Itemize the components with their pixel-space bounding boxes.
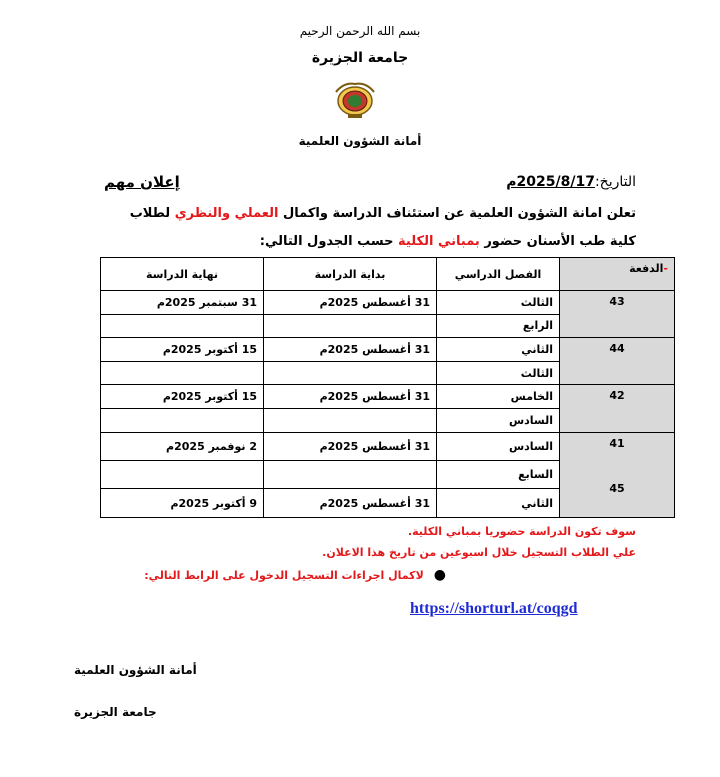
university-logo [332,80,378,120]
announcement-line-2 [76,234,636,249]
semester-cell: الثاني [437,489,560,518]
registration-link[interactable]: https://shorturl.at/coqgd [410,600,578,617]
batch-value: 45 [609,481,625,495]
batch-cell: 42 [560,385,675,432]
semester-cell: الثالث [437,291,560,315]
table-header-row [101,258,675,291]
header-start: بداية الدراسة [264,258,437,291]
basmala: بسم الله الرحمن الرحيم [299,24,421,38]
note-2: علي الطلاب التسجيل خلال اسبوعين من تاريخ هذا الاعلان. [322,546,636,559]
line1-text-b: لطلاب [129,206,171,221]
semester-cell: الثالث [437,361,560,385]
date-label: التاريخ: [594,174,636,190]
note-3: لاكمال اجراءات التسجيل الدخول على الرابط التالي: [144,569,424,582]
empty-cell [264,461,437,489]
table-row [101,385,675,409]
date-line [76,174,636,190]
empty-cell [264,361,437,385]
semester-cell: الخامس [437,385,560,409]
date-value: 2025/8/17م [506,174,595,190]
announcement-line-1 [76,206,636,221]
empty-cell [264,314,437,338]
header-batch: -الدفعة [560,258,675,291]
batch-value: 41 [609,436,625,450]
header-end: نهاية الدراسة [101,258,264,291]
empty-cell [101,361,264,385]
semester-cell: الرابع [437,314,560,338]
semester-cell: الثاني [437,338,560,362]
semester-cell: السادس [437,432,560,460]
start-cell: 31 أغسطس 2025م [264,432,437,460]
empty-cell [101,461,264,489]
line1-text-a: تعلن امانة الشؤون العلمية عن استئناف الدراسة واكمال [283,206,636,221]
line2-red-text: بمباني الكلية [398,234,480,249]
start-cell: 31 أغسطس 2025م [264,489,437,518]
table-row [101,291,675,315]
end-cell: 2 نوفمبر 2025م [101,432,264,460]
start-cell: 31 أغسطس 2025م [264,385,437,409]
table-row [101,338,675,362]
important-notice-title: إعلان مهم [104,173,180,191]
note-1: سوف تكون الدراسة حضوريا بمباني الكلية. [407,525,636,538]
signature-university: جامعة الجزيرة [74,705,157,719]
department-name: أمانة الشؤون العلمية [298,134,422,148]
line2-text-b: حسب الجدول التالي: [259,234,394,249]
table-row [101,432,675,460]
bullet-icon: ● [433,567,446,583]
semester-cell: السادس [437,409,560,433]
start-cell: 31 أغسطس 2025م [264,291,437,315]
semester-cell: السابع [437,461,560,489]
line1-red-text: العملي والنظري [174,206,279,221]
batch-cell: 44 [560,338,675,385]
header-semester: الفصل الدراسي [437,258,560,291]
batch-cell [560,432,675,517]
university-name: جامعة الجزيرة [311,50,409,66]
notes-list [76,525,636,591]
end-cell: 31 سبتمبر 2025م [101,291,264,315]
end-cell: 15 أكتوبر 2025م [101,338,264,362]
note-3-row [76,567,636,583]
batch-cell: 43 [560,291,675,338]
end-cell: 9 أكتوبر 2025م [101,489,264,518]
end-cell: 15 أكتوبر 2025م [101,385,264,409]
line2-text-a: كلية طب الأسنان حضور [484,234,636,249]
empty-cell [101,314,264,338]
empty-cell [101,409,264,433]
empty-cell [264,409,437,433]
start-cell: 31 أغسطس 2025م [264,338,437,362]
signature-department: أمانة الشؤون العلمية [74,663,197,677]
schedule-table [100,257,675,518]
